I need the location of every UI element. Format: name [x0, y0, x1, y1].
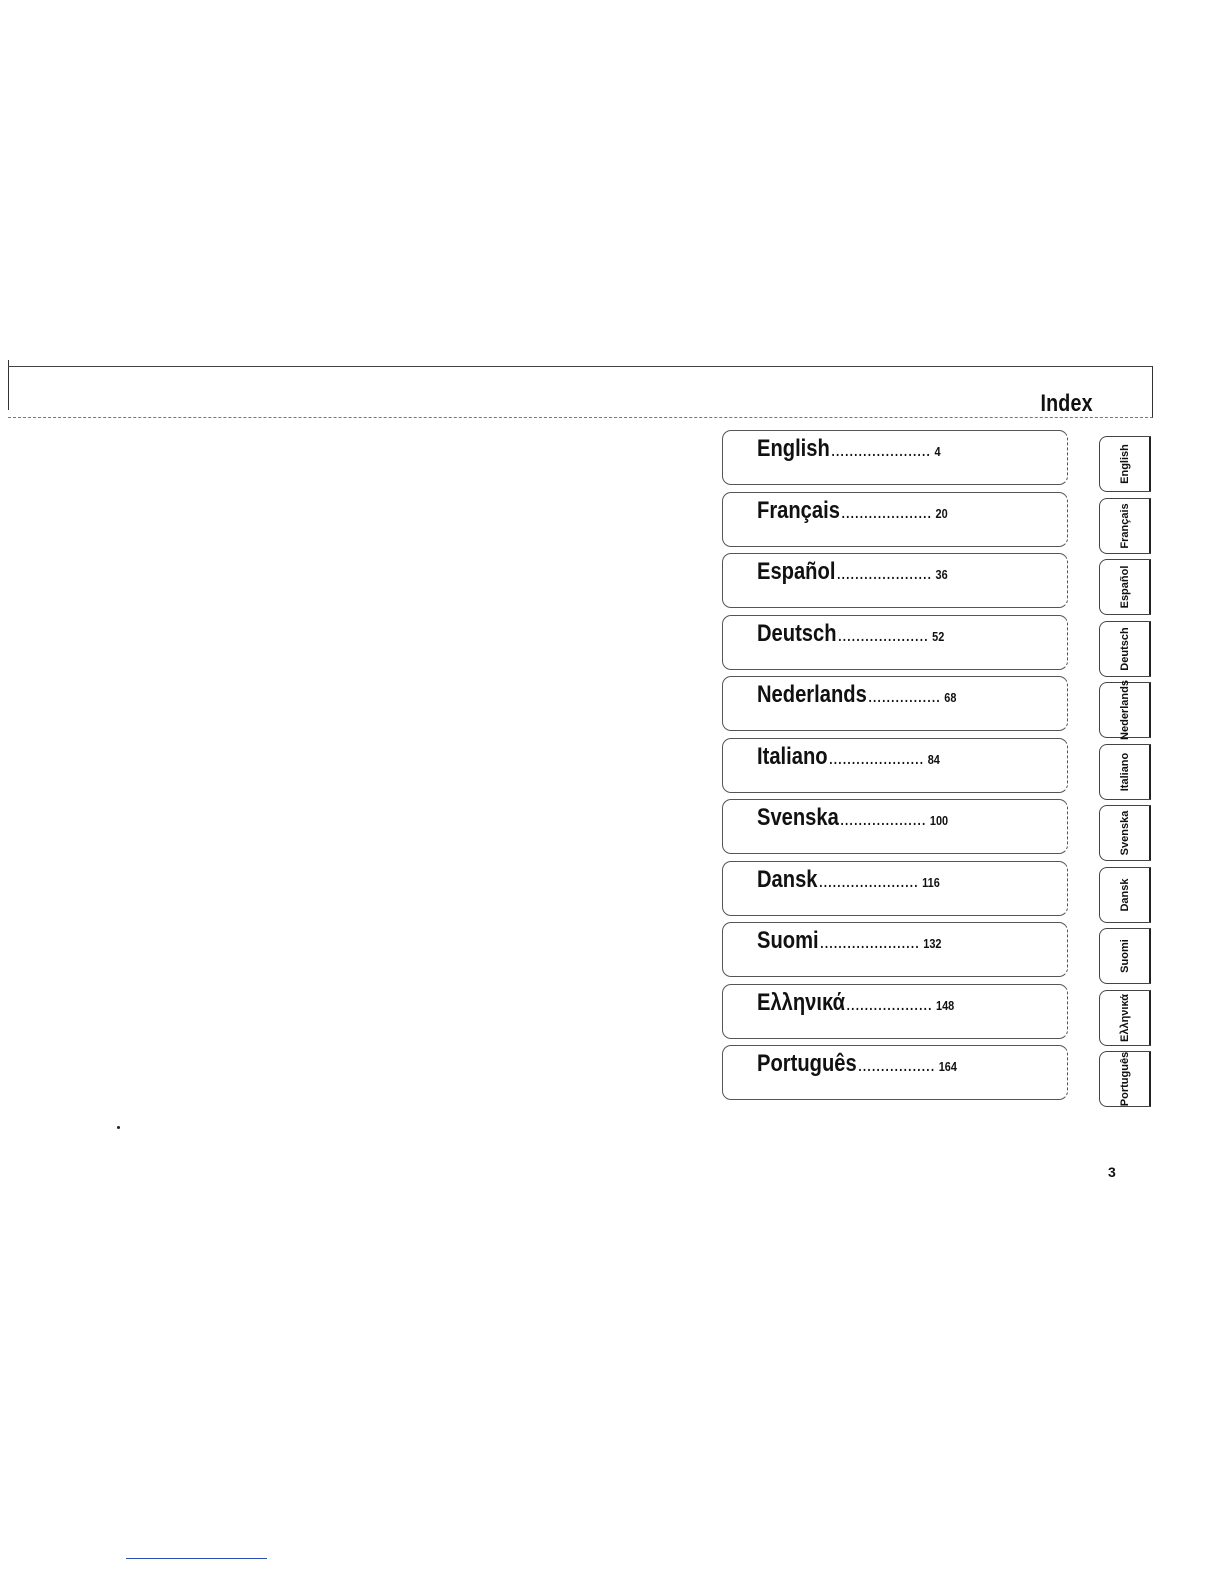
index-entry-english[interactable]: [722, 430, 1068, 485]
entry-text: [757, 497, 948, 525]
index-entry-dansk[interactable]: [722, 861, 1068, 916]
tab-espanol[interactable]: [1099, 559, 1151, 615]
entry-page-number: 68: [944, 690, 957, 705]
entry-text: [757, 681, 956, 709]
entry-page-number: 4: [934, 444, 941, 459]
entry-leader-dots: ......................: [819, 873, 919, 890]
index-entry-svenska[interactable]: [722, 799, 1068, 854]
entry-text: [757, 620, 944, 648]
entry-page-number: 116: [922, 874, 940, 890]
entry-leader-dots: .....................: [837, 566, 933, 582]
entry-page-number: 100: [929, 813, 949, 828]
entry-leader-dots: ................: [868, 689, 941, 705]
tab-francais[interactable]: [1099, 498, 1151, 554]
entry-leader-dots: .....................: [829, 750, 925, 767]
entry-page-number: 84: [927, 751, 940, 767]
entry-label: Português: [757, 1050, 857, 1077]
entry-page-number: 148: [936, 997, 955, 1013]
tab-label: Italiano: [1118, 752, 1131, 791]
stray-dot: [117, 1126, 120, 1129]
index-entry-ellinika[interactable]: [722, 984, 1068, 1039]
entry-leader-dots: ......................: [831, 443, 932, 459]
tab-portugues[interactable]: [1099, 1051, 1151, 1107]
index-entry-nederlands[interactable]: [722, 676, 1068, 731]
entry-page-number: 164: [938, 1059, 957, 1074]
entry-label: Ελληνικά: [757, 988, 845, 1016]
index-entry-suomi[interactable]: [722, 922, 1068, 977]
index-entry-deutsch[interactable]: [722, 615, 1068, 670]
footer-rule: [126, 1558, 267, 1559]
tab-dansk[interactable]: [1099, 867, 1151, 923]
index-entry-italiano[interactable]: [722, 738, 1068, 793]
entry-leader-dots: ......................: [820, 935, 920, 951]
page-title: Index: [1040, 390, 1093, 417]
tab-deutsch[interactable]: [1099, 621, 1151, 677]
language-tab-strip: [1099, 436, 1151, 1113]
entry-leader-dots: ....................: [841, 504, 933, 521]
entry-leader-dots: ...................: [840, 812, 927, 828]
tab-label: Svenska: [1118, 810, 1131, 856]
entry-text: [757, 804, 948, 832]
tab-label: Dansk: [1118, 877, 1131, 912]
entry-page-number: 36: [935, 567, 948, 582]
entry-leader-dots: ...................: [846, 996, 933, 1013]
entry-label: Deutsch: [757, 619, 837, 647]
entry-label: Français: [757, 496, 840, 524]
tab-nederlands[interactable]: [1099, 682, 1151, 738]
tab-label: Français: [1118, 502, 1131, 549]
entry-text: [757, 927, 941, 955]
index-entry-espanol[interactable]: [722, 553, 1068, 608]
tab-italiano[interactable]: [1099, 744, 1151, 800]
entry-label: Italiano: [757, 742, 828, 770]
header-frame: [8, 366, 1153, 418]
entry-label: English: [757, 435, 830, 462]
entry-text: [757, 558, 948, 586]
tab-label: Português: [1118, 1051, 1131, 1107]
entry-text: [757, 435, 941, 463]
index-entry-francais[interactable]: [722, 492, 1068, 547]
page-number: 3: [1108, 1164, 1116, 1180]
index-entry-portugues[interactable]: [722, 1045, 1068, 1100]
entry-page-number: 20: [935, 505, 948, 521]
index-entry-list: [722, 430, 1068, 1107]
entry-page-number: 132: [923, 936, 942, 951]
tab-suomi[interactable]: [1099, 928, 1151, 984]
tab-label: Nederlands: [1118, 680, 1131, 740]
entry-text: [757, 743, 940, 771]
entry-page-number: 52: [932, 628, 945, 644]
tab-ellinika[interactable]: [1099, 990, 1151, 1046]
entry-text: [757, 866, 940, 894]
entry-text: [757, 989, 954, 1017]
entry-label: Nederlands: [757, 681, 867, 708]
tab-label: Suomi: [1118, 939, 1131, 973]
entry-label: Dansk: [757, 865, 818, 893]
tab-label: Ελληνικά: [1118, 993, 1131, 1042]
entry-label: Svenska: [757, 804, 839, 831]
tab-english[interactable]: [1099, 436, 1151, 492]
tab-label: Deutsch: [1118, 626, 1131, 671]
entry-leader-dots: ....................: [838, 627, 929, 644]
entry-label: Español: [757, 558, 836, 585]
entry-leader-dots: .................: [858, 1058, 936, 1074]
entry-label: Suomi: [757, 927, 819, 954]
tab-label: Español: [1118, 565, 1131, 609]
entry-text: [757, 1050, 957, 1078]
tab-svenska[interactable]: [1099, 805, 1151, 861]
tab-label: English: [1118, 444, 1131, 484]
